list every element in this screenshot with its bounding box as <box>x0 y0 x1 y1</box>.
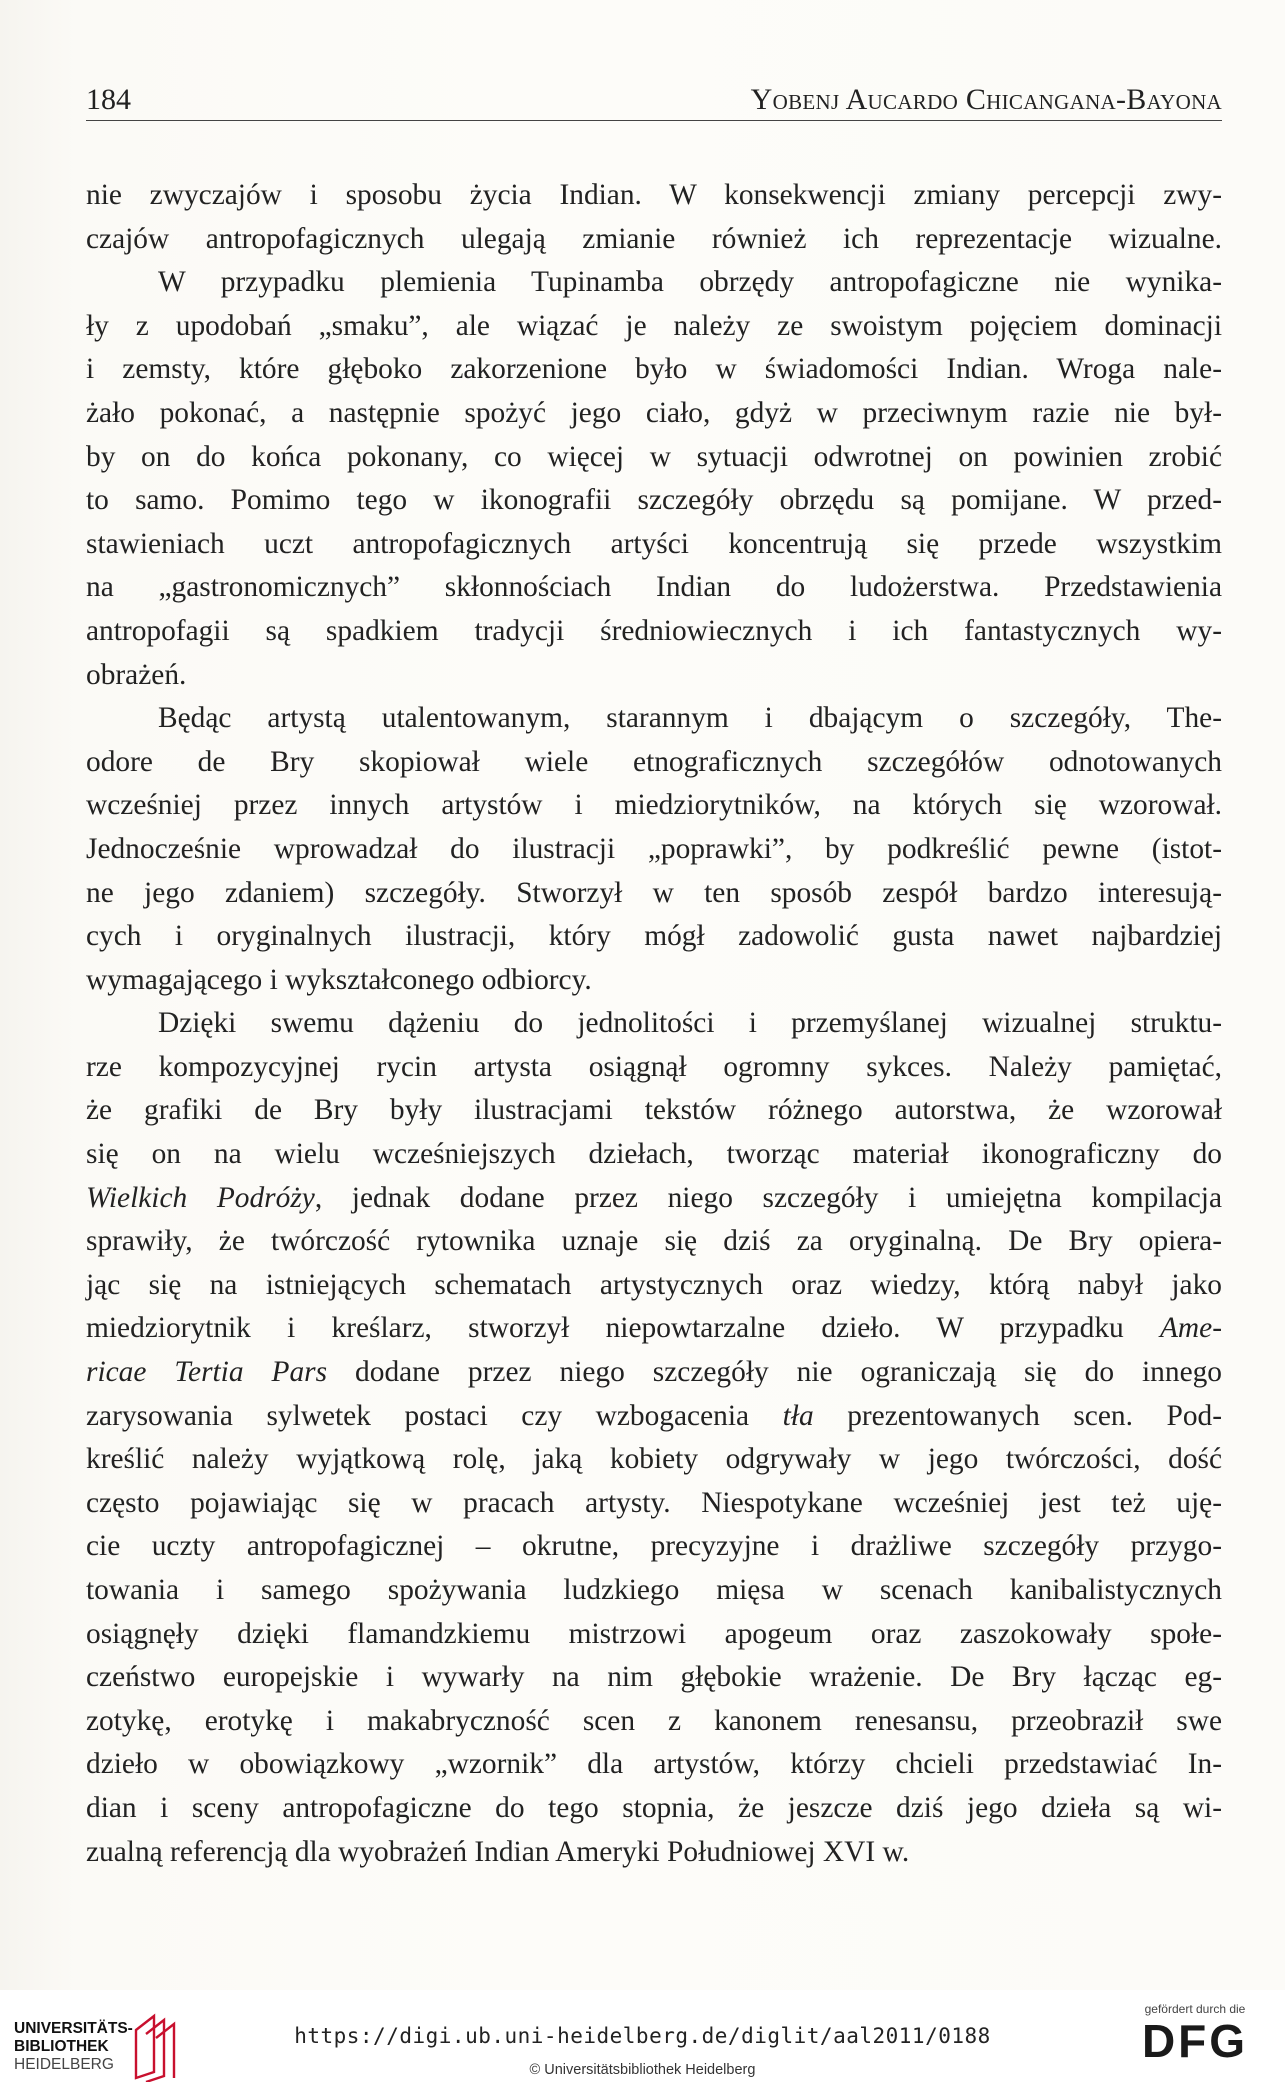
text-segment: miedziorytnik i kreślarz, stworzył niepowtarzalne dzieło. W przypadku <box>86 1312 1160 1345</box>
text-line: nie zwyczajów i sposobu życia Indian. W konsekwencji zmiany percepcji zwy- <box>86 179 1222 211</box>
text-line: że grafiki de Bry były ilustracjami tekstów różnego autorstwa, że wzorował <box>86 1094 1222 1127</box>
body-text <box>86 174 1222 1874</box>
text-line: by on do końca pokonany, co więcej w sytuacji odwrotnej on powinien zrobić <box>86 440 1222 473</box>
text-line <box>86 1351 1222 1395</box>
source-url-link[interactable]: https://digi.ub.uni-heidelberg.de/diglit/aal2011/0188 <box>294 2024 991 2048</box>
text-line <box>86 1395 1222 1439</box>
text-line: zotykę, erotykę i makabryczność scen z kanonem renesansu, przeobraził swe <box>86 1704 1222 1737</box>
text-line: żało pokonać, a następnie spożyć jego ciało, gdyż w przeciwnym razie nie był- <box>86 396 1222 429</box>
text-line: odore de Bry skopiował wiele etnograficznych szczegółów odnotowanych <box>86 745 1222 778</box>
text-segment: prezentowanych scen. Pod- <box>813 1399 1222 1432</box>
text-line: zualną referencją dla wyobrażeń Indian Ameryki Południowej XVI w. <box>86 1835 910 1868</box>
running-author: Yobenj Aucardo Chicangana-Bayona <box>750 83 1222 116</box>
text-segment: dodane przez niego szczegóły nie ograniczają się do innego <box>327 1356 1223 1389</box>
text-line: towania i samego spożywania ludzkiego mięsa w scenach kanibalistycznych <box>86 1574 1222 1606</box>
italic-title: Ame- <box>1159 1312 1222 1345</box>
text-line: obrażeń. <box>86 658 187 691</box>
text-line: to samo. Pomimo tego w ikonografii szczegóły obrzędu są pomijane. W przed- <box>86 484 1222 517</box>
funder-logo-text: DFG <box>1141 2015 1249 2067</box>
library-name-line: UNIVERSITÄTS- <box>14 2020 133 2037</box>
text-line: czeństwo europejskie i wywarły na nim głębokie wrażenie. De Bry łącząc eg- <box>86 1661 1222 1694</box>
text-line: Będąc artystą utalentowanym, starannym i dbającym o szczegóły, The- <box>158 702 1222 735</box>
text-line: cych i oryginalnych ilustracji, który mógł zadowolić gusta nawet najbardziej <box>86 920 1222 953</box>
text-line: osiągnęły dzięki flamandzkiemu mistrzowi apogeum oraz zaszokowały społe- <box>86 1617 1222 1650</box>
text-line: rze kompozycyjnej rycin artysta osiągnął ogromny sykces. Należy pamiętać, <box>86 1050 1222 1083</box>
text-line: dian i sceny antropofagiczne do tego stopnia, że jeszcze dziś jego dzieła są wi- <box>86 1791 1222 1824</box>
library-name-line: HEIDELBERG <box>14 2056 114 2073</box>
text-line: na „gastronomicznych” skłonnościach Indian do ludożerstwa. Przedstawienia <box>86 571 1222 604</box>
italic-title: tła <box>782 1399 814 1432</box>
text-line: ły z upodobań „smaku”, ale wiązać je należy ze swoistym pojęciem dominacji <box>86 309 1222 342</box>
text-line: sprawiły, że twórczość rytownika uznaje się dziś za oryginalną. De Bry opiera- <box>86 1225 1222 1258</box>
text-line: wymagającego i wykształconego odbiorcy. <box>86 963 592 996</box>
text-line <box>86 1177 1222 1221</box>
text-line: i zemsty, które głęboko zakorzenione było w świadomości Indian. Wroga nale- <box>86 353 1222 386</box>
text-line: W przypadku plemienia Tupinamba obrzędy antropofagiczne nie wynika- <box>158 266 1222 299</box>
text-line: Dzięki swemu dążeniu do jednolitości i przemyślanej wizualnej struktu- <box>158 1007 1222 1040</box>
text-line: czajów antropofagicznych ulegają zmianie również ich reprezentacje wizualne. <box>86 222 1222 255</box>
dfg-logo[interactable] <box>1125 2002 1265 2082</box>
text-line: często pojawiając się w pracach artysty. Niespotykane wcześniej jest też uję- <box>86 1486 1222 1519</box>
text-line: antropofagii są spadkiem tradycji średniowiecznych i ich fantastycznych wy- <box>86 614 1222 647</box>
footer-bar <box>0 1990 1285 2089</box>
running-header <box>86 80 1222 121</box>
text-line: kreślić należy wyjątkową rolę, jaką kobiety odgrywały w jego twórczości, dość <box>86 1443 1222 1476</box>
copyright-notice: © Universitätsbibliothek Heidelberg <box>529 2062 756 2078</box>
page-number: 184 <box>86 83 131 116</box>
text-line: ne jego zdaniem) szczegóły. Stworzył w ten sposób zespół bardzo interesują- <box>86 876 1222 909</box>
library-name-line: BIBLIOTHEK <box>14 2038 109 2055</box>
funder-caption: gefördert durch die <box>1144 2002 1246 2016</box>
text-line: jąc się na istniejących schematach artystycznych oraz wiedzy, którą nabył jako <box>86 1268 1222 1301</box>
text-segment: , jednak dodane przez niego szczegóły i umiejętna kompilacja <box>314 1181 1222 1214</box>
italic-title: Wielkich Podróży <box>86 1181 315 1214</box>
text-line: cie uczty antropofagicznej – okrutne, precyzyjne i drażliwe szczegóły przygo- <box>86 1530 1222 1563</box>
text-line: stawieniach uczt antropofagicznych artyści koncentrują się przede wszystkim <box>86 527 1222 560</box>
text-line: Jednocześnie wprowadzał do ilustracji „poprawki”, by podkreślić pewne (istot- <box>86 832 1222 865</box>
text-line <box>86 1307 1222 1351</box>
text-segment: zarysowania sylwetek postaci czy wzbogacenia <box>86 1399 783 1432</box>
text-line: się on na wielu wcześniejszych dziełach, tworząc materiał ikonograficzny do <box>86 1138 1222 1171</box>
text-line: dzieło w obowiązkowy „wzornik” dla artystów, którzy chcieli przedstawiać In- <box>86 1748 1222 1781</box>
italic-title: ricae Tertia Pars <box>86 1356 328 1389</box>
text-line: wcześniej przez innych artystów i miedziorytników, na których się wzorował. <box>86 789 1222 822</box>
